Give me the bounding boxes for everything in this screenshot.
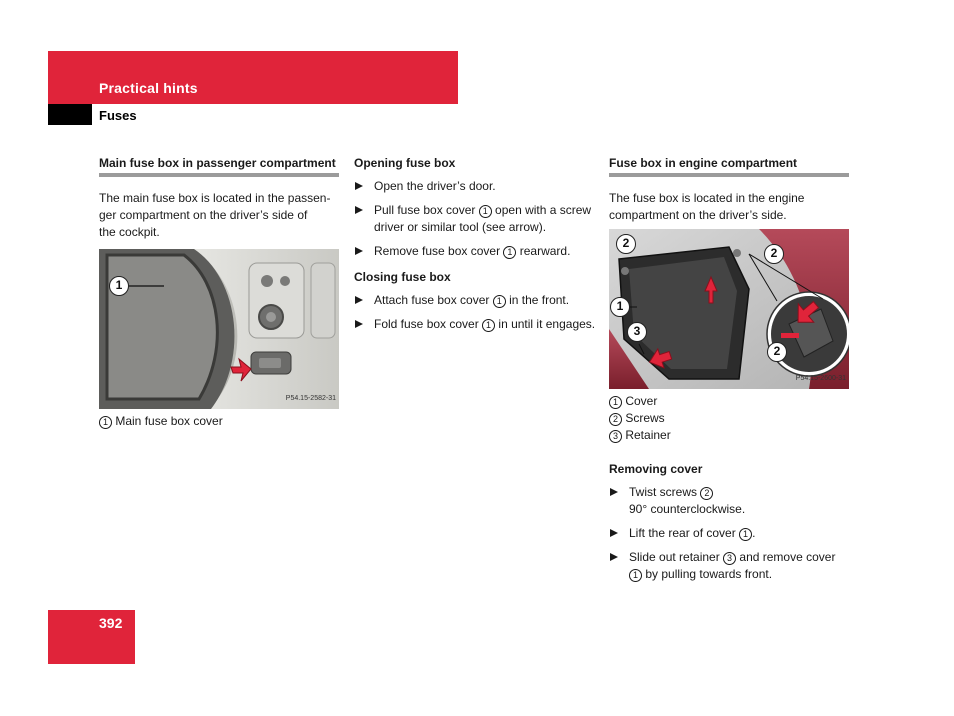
- heading-engine-fuse-box: Fuse box in engine compartment: [609, 155, 849, 177]
- ref-number: 1: [482, 319, 495, 332]
- step-item: [354, 178, 599, 195]
- bullet-triangle-icon: [355, 182, 363, 190]
- bullet-triangle-icon: [610, 529, 618, 537]
- section-subtitle: Fuses: [99, 108, 137, 123]
- step-text: .: [752, 526, 756, 540]
- intro-main-fuse-box: [99, 190, 339, 241]
- engine-compartment-illustration: [609, 229, 849, 389]
- figure-cockpit-fuse-cover: [99, 249, 339, 409]
- heading-main-fuse-box: Main fuse box in passenger compartment: [99, 155, 339, 177]
- steps-opening: [354, 178, 599, 260]
- legend-number: 2: [609, 413, 622, 426]
- cockpit-illustration: [99, 249, 339, 409]
- ref-number: 2: [700, 487, 713, 500]
- header-band: [48, 51, 458, 104]
- step-text: in the front.: [505, 293, 570, 307]
- ref-number: 1: [739, 528, 752, 541]
- legend-number: 1: [99, 416, 112, 429]
- figure-callout-2-top-left: 2: [616, 234, 636, 254]
- step-item: [609, 549, 849, 583]
- heading-opening-fuse-box: Opening fuse box: [354, 156, 456, 170]
- step-text: Slide out retainer: [629, 550, 724, 564]
- step-item: [354, 202, 599, 236]
- column-opening-closing: [354, 155, 599, 340]
- step-text: Lift the rear of cover: [629, 526, 740, 540]
- step-text: 90° counterclockwise.: [629, 502, 746, 516]
- intro-line: the cockpit.: [99, 225, 160, 239]
- ref-number: 1: [493, 295, 506, 308]
- legend-text: Cover: [625, 394, 658, 408]
- step-text: open with a screw driver or similar tool (see arrow).: [374, 203, 592, 234]
- legend-text: Main fuse box cover: [115, 414, 223, 428]
- legend-item: [99, 413, 339, 430]
- steps-removing: [609, 484, 849, 583]
- bullet-triangle-icon: [355, 247, 363, 255]
- bullet-triangle-icon: [355, 296, 363, 304]
- column-engine-fuse-box: [609, 155, 849, 590]
- step-text: in until it engages.: [495, 317, 596, 331]
- figure-code: P54.15-2582-31: [285, 395, 336, 402]
- header-tab-marker: [48, 104, 92, 125]
- section-title: Practical hints: [99, 80, 198, 96]
- intro-engine-fuse-box: [609, 190, 849, 224]
- bullet-triangle-icon: [610, 488, 618, 496]
- legend-text: Screws: [625, 411, 665, 425]
- bullet-triangle-icon: [610, 553, 618, 561]
- step-item: [609, 525, 849, 542]
- ref-number: 1: [629, 569, 642, 582]
- ref-number: 1: [503, 246, 516, 259]
- step-text: and remove cover: [736, 550, 836, 564]
- legend-number: 3: [609, 430, 622, 443]
- legend-item: [609, 393, 849, 410]
- step-text: by pulling towards front.: [642, 567, 773, 581]
- figure-code: P54.15-2600-31: [795, 375, 846, 382]
- step-text: rearward.: [516, 244, 571, 258]
- intro-line: ger compartment on the driver’s side of: [99, 208, 308, 222]
- step-item: [354, 316, 599, 333]
- heading-closing-fuse-box: Closing fuse box: [354, 270, 451, 284]
- bullet-triangle-icon: [355, 320, 363, 328]
- step-item: [354, 243, 599, 260]
- heading-removing-cover: Removing cover: [609, 462, 703, 476]
- step-text: Attach fuse box cover: [374, 293, 493, 307]
- step-item: [354, 292, 599, 309]
- step-text: Open the driver’s door.: [374, 179, 496, 193]
- figure-callout-1-cover: 1: [610, 297, 630, 317]
- figure-callout-1: 1: [109, 276, 129, 296]
- steps-closing: [354, 292, 599, 333]
- bullet-triangle-icon: [355, 206, 363, 214]
- column-main-fuse-box: [99, 155, 339, 430]
- legend-text: Retainer: [625, 428, 671, 442]
- intro-line: compartment on the driver’s side.: [609, 208, 787, 222]
- figure-callout-2-detail: 2: [767, 342, 787, 362]
- ref-number: 1: [479, 205, 492, 218]
- figure-callout-2-top-right: 2: [764, 244, 784, 264]
- step-text: Remove fuse box cover: [374, 244, 504, 258]
- ref-number: 3: [723, 552, 736, 565]
- step-text: Twist screws: [629, 485, 701, 499]
- legend-number: 1: [609, 396, 622, 409]
- step-text: Fold fuse box cover: [374, 317, 483, 331]
- page-number: 392: [99, 615, 123, 631]
- step-text: Pull fuse box cover: [374, 203, 479, 217]
- intro-line: The main fuse box is located in the passen-: [99, 191, 331, 205]
- step-item: [609, 484, 849, 518]
- figure-callout-3-retainer: 3: [627, 322, 647, 342]
- figure-engine-fuse-box: [609, 229, 849, 389]
- legend-item: [609, 410, 849, 427]
- intro-line: The fuse box is located in the engine: [609, 191, 805, 205]
- legend-item: [609, 427, 849, 444]
